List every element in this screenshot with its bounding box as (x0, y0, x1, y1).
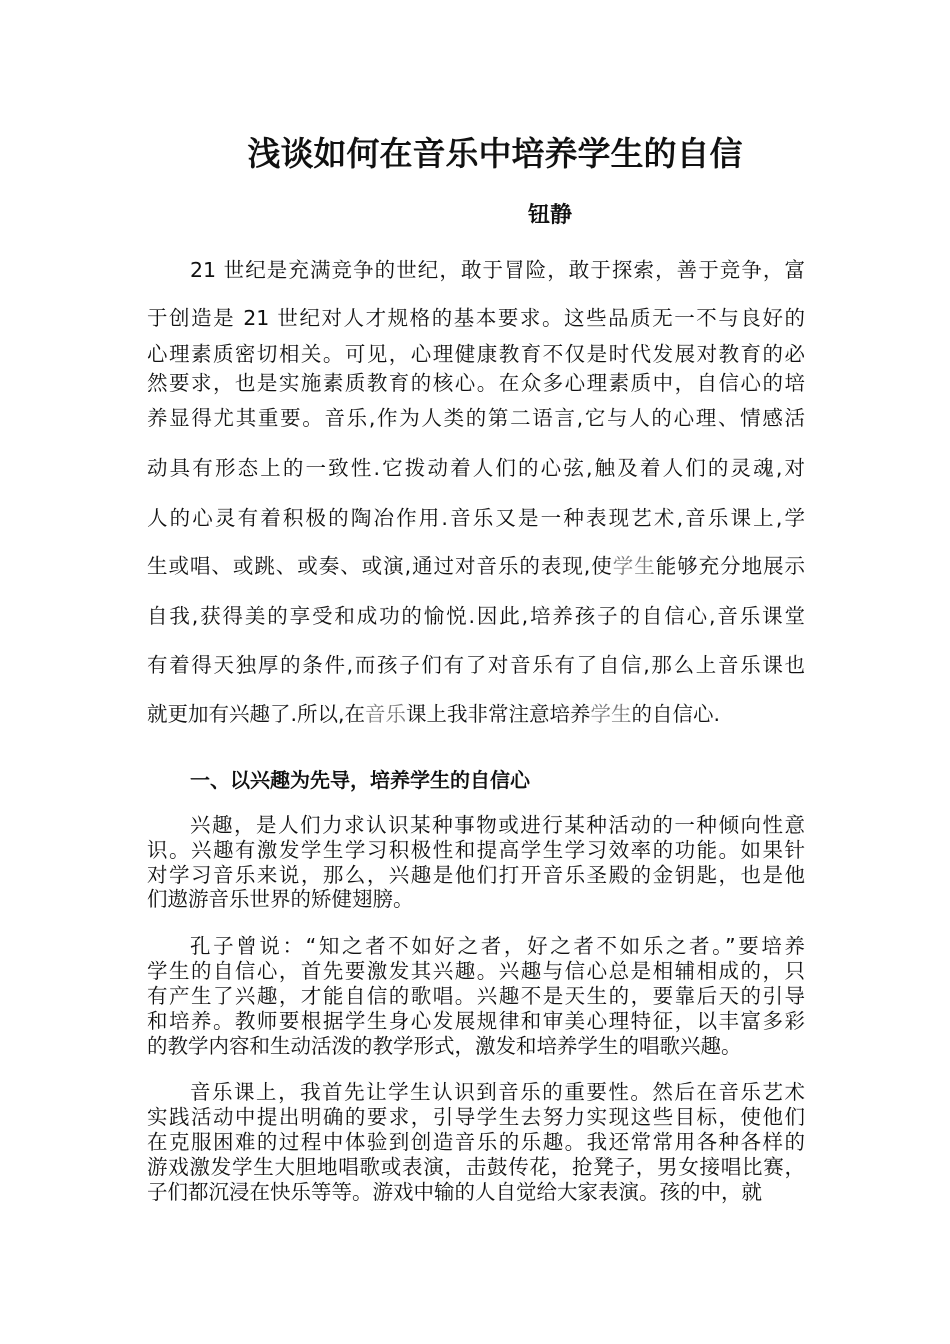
text-segment: 养显得尤其重要。音乐,作为人类的第二语言,它与人的心理、情感活 (147, 406, 805, 430)
text-segment: 学生的自信心，首先要激发其兴趣。兴趣与信心总是相辅相成的，只 (147, 959, 805, 983)
text-line (147, 1104, 805, 1130)
text-line (147, 553, 805, 579)
text-segment: 在克服困难的过程中体验到创造音乐的乐趣。我还常常用各种各样的 (147, 1130, 805, 1154)
text-segment: 能够充分地展示 (655, 554, 806, 578)
text-line (147, 341, 805, 367)
text-line (147, 652, 805, 678)
text-segment: 和培养。教师要根据学生身心发展规律和审美心理特征，以丰富多彩 (147, 1009, 805, 1033)
text-segment: 生或唱、或跳、或奏、或演,通过对音乐的表现,使 (147, 554, 613, 578)
text-line (147, 983, 805, 1009)
text-segment: 子们都沉浸在快乐等等。游戏中输的人自觉给大家表演。孩的中，就 (147, 1180, 762, 1204)
text-segment: 孔子曾说：“知之者不如好之者，好之者不如乐之者。”要培养 (190, 934, 805, 958)
text-line (190, 933, 805, 959)
section-heading: 一、以兴趣为先导，培养学生的自信心 (190, 768, 530, 792)
text-segment: 实践活动中提出明确的要求，引导学生去努力实现这些目标，使他们 (147, 1105, 805, 1129)
document-title: 浅谈如何在音乐中培养学生的自信 (247, 134, 743, 173)
text-segment: 的教学内容和生动活泼的教学形式，激发和培养学生的唱歌兴趣。 (147, 1034, 742, 1058)
text-segment: 们遨游音乐世界的矫健翅膀。 (147, 887, 414, 911)
highlighted-text: 学生 (590, 702, 632, 726)
text-line (190, 812, 805, 838)
text-segment: 就更加有兴趣了.所以,在 (147, 702, 366, 726)
text-line (147, 1129, 805, 1155)
text-line (147, 505, 805, 531)
text-line (147, 603, 805, 629)
text-line (147, 837, 805, 863)
text-segment: 识。兴趣有激发学生学习积极性和提高学生学习效率的功能。如果针 (147, 838, 805, 862)
text-line (147, 370, 805, 396)
text-segment: 有产生了兴趣，才能自信的歌唱。兴趣不是天生的，要靠后天的引导 (147, 984, 805, 1008)
text-segment: 兴趣，是人们力求认识某种事物或进行某种活动的一种倾向性意 (190, 813, 805, 837)
text-line (147, 1179, 805, 1205)
text-segment: 心理素质密切相关。可见，心理健康教育不仅是时代发展对教育的必 (147, 342, 805, 366)
highlighted-text: 音乐 (365, 702, 407, 726)
text-segment: 21 世纪是充满竞争的世纪，敢于冒险，敢于探索，善于竞争，富 (190, 258, 805, 282)
text-segment: 课上我非常注意培养 (406, 702, 591, 726)
text-segment: 音乐课上，我首先让学生认识到音乐的重要性。然后在音乐艺术 (190, 1080, 805, 1104)
text-segment: 动具有形态上的一致性.它拨动着人们的心弦,触及着人们的灵魂,对 (147, 456, 805, 480)
text-segment: 对学习音乐来说，那么，兴趣是他们打开音乐圣殿的金钥匙，也是他 (147, 863, 805, 887)
text-line (147, 862, 805, 888)
text-segment: 于创造是 21 世纪对人才规格的基本要求。这些品质无一不与良好的 (147, 306, 805, 330)
text-line (147, 886, 805, 912)
text-line (147, 1033, 805, 1059)
text-segment: 然要求，也是实施素质教育的核心。在众多心理素质中，自信心的培 (147, 371, 805, 395)
text-segment: 有着得天独厚的条件,而孩子们有了对音乐有了自信,那么上音乐课也 (147, 653, 805, 677)
document-author: 钮静 (528, 203, 573, 228)
text-line (147, 701, 805, 727)
text-segment: 人的心灵有着积极的陶冶作用.音乐又是一种表现艺术,音乐课上,学 (147, 506, 805, 530)
text-segment: 自我,获得美的享受和成功的愉悦.因此,培养孩子的自信心,音乐课堂 (147, 604, 805, 628)
text-line (147, 305, 805, 331)
text-line (190, 257, 805, 283)
text-line (147, 455, 805, 481)
text-segment: 游戏激发学生大胆地唱歌或表演，击鼓传花，抢凳子，男女接唱比赛， (147, 1155, 805, 1179)
text-segment: 的自信心. (631, 702, 721, 726)
text-line (147, 405, 805, 431)
text-line (147, 958, 805, 984)
text-line (147, 1008, 805, 1034)
text-line (147, 1154, 805, 1180)
highlighted-text: 学生 (612, 554, 656, 578)
text-line (190, 1079, 805, 1105)
